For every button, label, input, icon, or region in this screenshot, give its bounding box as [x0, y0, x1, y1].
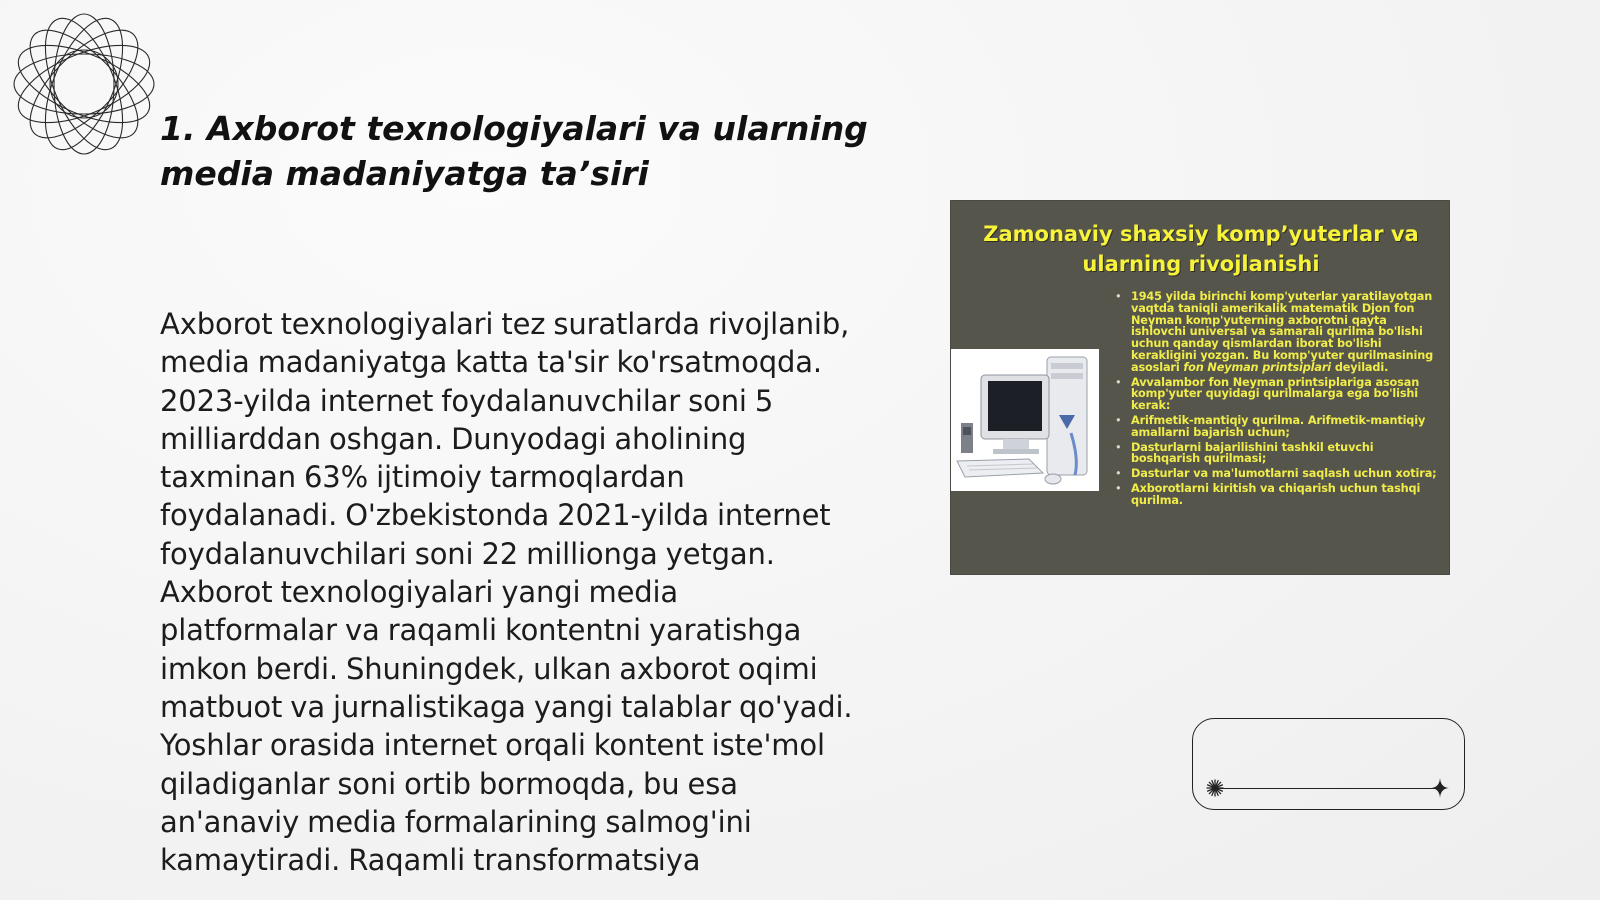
embedded-slide-title: Zamonaviy shaxsiy komp’yuterlar va ularning rivojlanishi [983, 222, 1419, 276]
bullet-marker: • [1115, 413, 1122, 427]
orbit-ring [14, 54, 154, 114]
bullet-marker: • [1115, 481, 1122, 495]
bullet-marker: • [1115, 375, 1122, 389]
bullet-marker: • [1115, 440, 1122, 454]
bullet-text: Arifmetik-mantiqiy qurilma. Arifmetik-mantiqiy amallarni bajarish uchun; [1131, 413, 1426, 439]
decorative-frame [1192, 718, 1465, 810]
orbit-ring [29, 10, 138, 158]
orbit-ring [29, 10, 138, 158]
slide-body-text: Axborot texnologiyalari tez suratlarda rivojlanib, media madaniyatga katta ta'sir ko'rsatmoqda. 2023-yilda internet foydalanuvchilar soni 5 milliarddan oshgan. Dunyodagi aholining taxminan 63% ijtimoiy tarmoqlardan foydalanadi. O'zbekistonda 2021-yilda internet foydalanuvchilari soni 22 millionga yetgan. Axborot texnologiyalari yangi media platformalar va raqamli kontentni yaratishga imkon berdi. Shuningdek, ulkan axborot oqimi matbuot va jurnalistikaga yangi talablar qo'yadi. Yoshlar orasida internet orqali kontent iste'mol qiladiganlar soni ortib bormoqda, bu esa an'anaviy media formalarining salmog'ini kamaytiradi. Raqamli transformatsiya [160, 307, 853, 878]
desktop-computer-drawing [951, 349, 1099, 491]
list-item [1113, 468, 1443, 480]
sparkle-star-icon [1430, 777, 1450, 799]
bullet-marker: • [1115, 290, 1122, 303]
orbit-rings-group [10, 10, 158, 158]
bullet-text: 1945 yilda birinchi komp'yuterlar yaratilayotgan vaqtda taniqli amerikalik matematik Djon fon Neyman komp'yuterning axborotni qayta ishlovchi universal va samarali qurilma bo'lishi uchun qanday qismlardan iborat bo'lishi kerakligini yozgan. Bu komp'yuter qurilmasining asoslari [1131, 290, 1434, 374]
bullet-suffix: deyiladi. [1334, 360, 1389, 374]
embedded-slide-image [950, 200, 1450, 575]
orbit-ring [54, 14, 114, 154]
asterisk-star-icon [1205, 778, 1225, 798]
list-item [1113, 291, 1443, 374]
bullet-text: Axborotlarni kiritish va chiqarish uchun tashqi qurilma. [1131, 481, 1421, 507]
list-item [1113, 483, 1443, 507]
decorative-line [1215, 788, 1442, 789]
list-item [1113, 442, 1443, 466]
bullet-text: Dasturlarni bajarilishini tashkil etuvchi boshqarish qurilmasi; [1131, 440, 1374, 466]
orbit-center-ring [50, 50, 118, 118]
orbit-ring [10, 29, 158, 138]
bullet-marker: • [1115, 467, 1122, 481]
bullet-text: Avvalambor fon Neyman printsiplariga asosan komp'yuter quyidagi qurilmalarga ega bo'lishi kerak: [1131, 375, 1420, 413]
bullet-emphasis: fon Neyman printsiplari [1183, 360, 1332, 374]
orbit-rings-icon [10, 10, 158, 158]
desktop-computer-icon [951, 349, 1099, 491]
slide-title: 1. Axborot texnologiyalari va ularning media madaniyatga ta’siri [160, 109, 868, 193]
embedded-slide-bullet-list [1113, 291, 1443, 510]
orbit-ring [10, 29, 158, 138]
list-item [1113, 377, 1443, 412]
list-item [1113, 415, 1443, 439]
bullet-text: Dasturlar va ma'lumotlarni saqlash uchun xotira; [1131, 467, 1437, 481]
